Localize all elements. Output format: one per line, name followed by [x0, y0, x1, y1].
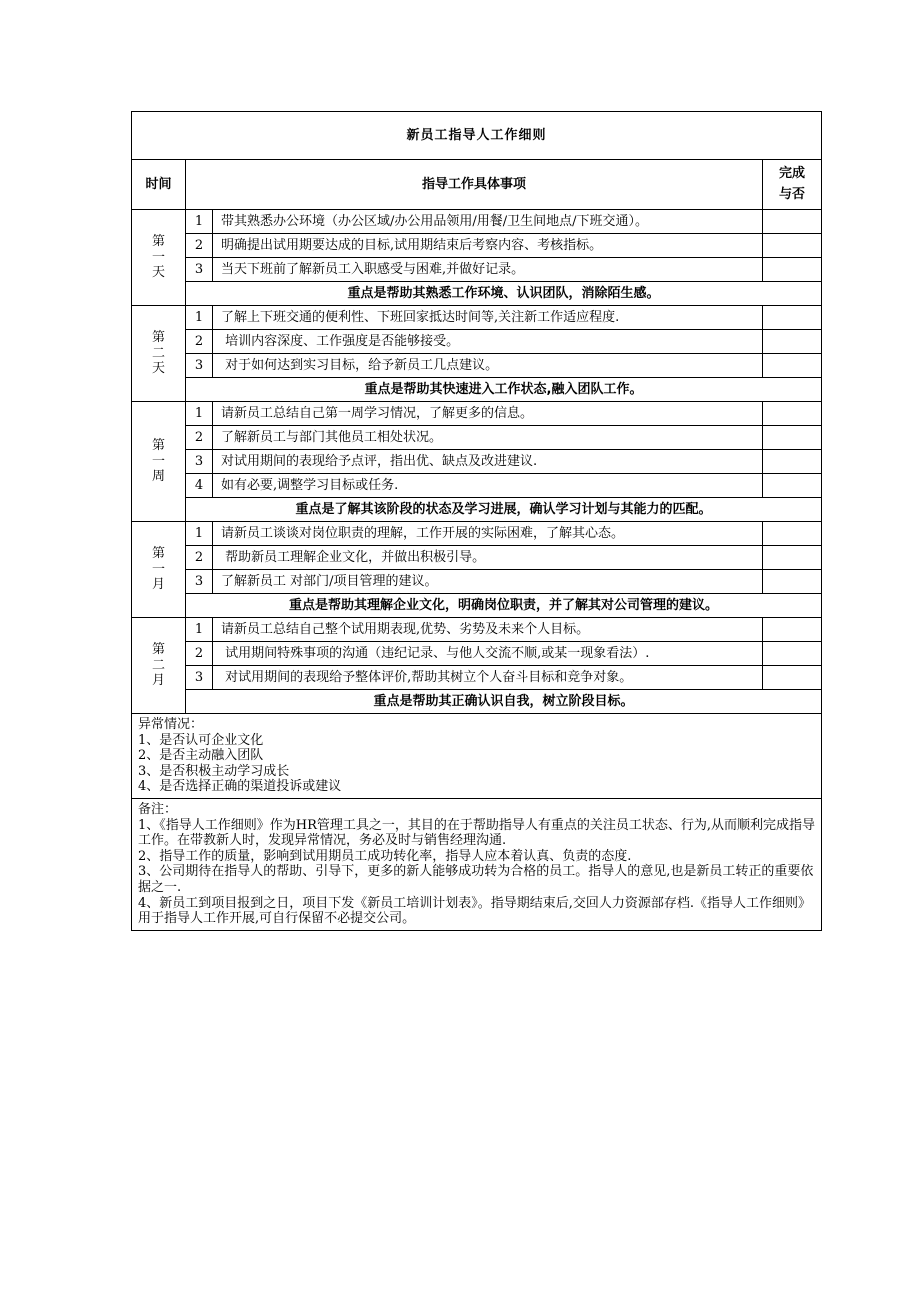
table-row	[132, 306, 822, 330]
abnormal-section	[132, 714, 822, 799]
item-number: 3	[186, 258, 213, 282]
remarks-section	[132, 798, 822, 930]
remarks-item: 2、指导工作的质量，影响到试用期员工成功转化率，指导人应本着认真、负责的态度.	[138, 848, 632, 864]
item-text: 了解新员工 对部门/项目管理的建议。	[213, 570, 763, 594]
completion-cell[interactable]	[763, 330, 822, 354]
table-row	[132, 450, 822, 474]
item-number: 3	[186, 450, 213, 474]
item-text: 培训内容深度、工作强度是否能够接受。	[213, 330, 763, 354]
header-items: 指导工作具体事项	[186, 160, 763, 210]
key-row	[132, 282, 822, 306]
item-text: 如有必要,调整学习目标或任务.	[213, 474, 763, 498]
table-row	[132, 258, 822, 282]
key-point: 重点是帮助其正确认识自我，树立阶段目标。	[186, 690, 822, 714]
item-text: 明确提出试用期要达成的目标,试用期结束后考察内容、考核指标。	[213, 234, 763, 258]
key-point: 重点是帮助其理解企业文化，明确岗位职责，并了解其对公司管理的建议。	[186, 594, 822, 618]
remarks-item: 1、《指导人工作细则》作为HR管理工具之一，其目的在于帮助指导人有重点的关注员工状态、行为,从而顺利完成指导工作。在带教新人时，发现异常情况，务必及时与销售经理沟通.	[138, 817, 816, 849]
completion-cell[interactable]	[763, 354, 822, 378]
completion-cell[interactable]	[763, 570, 822, 594]
completion-cell[interactable]	[763, 666, 822, 690]
page-title: 新员工指导人工作细则	[132, 112, 822, 160]
table-row	[132, 426, 822, 450]
table-row	[132, 642, 822, 666]
key-row	[132, 594, 822, 618]
item-number: 3	[186, 354, 213, 378]
item-number: 2	[186, 234, 213, 258]
header-done: 完成 与否	[763, 160, 822, 210]
abnormal-item: 4、是否选择正确的渠道投诉或建议	[138, 779, 342, 795]
item-number: 2	[186, 642, 213, 666]
item-text: 对试用期间的表现给予点评，指出优、缺点及改进建议.	[213, 450, 763, 474]
abnormal-label: 异常情况：	[138, 717, 204, 732]
period-label: 第 一 周	[132, 402, 186, 522]
key-row	[132, 690, 822, 714]
period-label: 第 一 月	[132, 522, 186, 618]
item-number: 2	[186, 426, 213, 450]
remarks-label: 备注：	[138, 801, 178, 817]
abnormal-item: 2、是否主动融入团队	[138, 748, 264, 764]
item-text: 当天下班前了解新员工入职感受与困难,并做好记录。	[213, 258, 763, 282]
item-number: 1	[186, 618, 213, 642]
completion-cell[interactable]	[763, 474, 822, 498]
table-row	[132, 666, 822, 690]
key-point: 重点是帮助其熟悉工作环境、认识团队，消除陌生感。	[186, 282, 822, 306]
period-label: 第 二 天	[132, 306, 186, 402]
item-text: 对试用期间的表现给予整体评价,帮助其树立个人奋斗目标和竞争对象。	[213, 666, 763, 690]
item-number: 3	[186, 570, 213, 594]
table-row	[132, 522, 822, 546]
period-label: 第 二 月	[132, 618, 186, 714]
remarks-item: 3、公司期待在指导人的帮助、引导下，更多的新人能够成功转为合格的员工。指导人的意见,也是新员工转正的重要依据之一.	[138, 864, 814, 895]
item-text: 试用期间特殊事项的沟通（违纪记录、与他人交流不顺,或某一现象看法）.	[213, 642, 763, 666]
item-text: 带其熟悉办公环境（办公区域/办公用品领用/用餐/卫生间地点/下班交通）。	[213, 210, 763, 234]
item-number: 1	[186, 402, 213, 426]
table-row	[132, 474, 822, 498]
item-number: 1	[186, 306, 213, 330]
item-text: 了解上下班交通的便利性、下班回家抵达时间等,关注新工作适应程度.	[213, 306, 763, 330]
item-number: 2	[186, 330, 213, 354]
completion-cell[interactable]	[763, 210, 822, 234]
completion-cell[interactable]	[763, 546, 822, 570]
item-number: 2	[186, 546, 213, 570]
completion-cell[interactable]	[763, 450, 822, 474]
item-text: 帮助新员工理解企业文化，并做出积极引导。	[213, 546, 763, 570]
table-row	[132, 546, 822, 570]
key-row	[132, 498, 822, 522]
table-row	[132, 234, 822, 258]
item-text: 请新员工总结自己第一周学习情况，了解更多的信息。	[213, 402, 763, 426]
key-point: 重点是帮助其快速进入工作状态,融入团队工作。	[186, 378, 822, 402]
item-text: 对于如何达到实习目标，给予新员工几点建议。	[213, 354, 763, 378]
table-row	[132, 570, 822, 594]
key-point: 重点是了解其该阶段的状态及学习进展，确认学习计划与其能力的匹配。	[186, 498, 822, 522]
period-label: 第 一 天	[132, 210, 186, 306]
table-row	[132, 402, 822, 426]
item-text: 请新员工谈谈对岗位职责的理解，工作开展的实际困难，了解其心态。	[213, 522, 763, 546]
completion-cell[interactable]	[763, 522, 822, 546]
completion-cell[interactable]	[763, 402, 822, 426]
abnormal-item: 3、是否积极主动学习成长	[138, 763, 290, 779]
abnormal-item: 1、是否认可企业文化	[138, 732, 264, 748]
remarks-item: 4、新员工到项目报到之日，项目下发《新员工培训计划表》。指导期结束后,交回人力资源部存档.《指导人工作细则》用于指导人工作开展,可自行保留不必提交公司。	[138, 895, 812, 927]
item-number: 1	[186, 522, 213, 546]
item-text: 了解新员工与部门其他员工相处状况。	[213, 426, 763, 450]
key-row	[132, 378, 822, 402]
completion-cell[interactable]	[763, 426, 822, 450]
table-row	[132, 354, 822, 378]
header-time: 时间	[132, 160, 186, 210]
completion-cell[interactable]	[763, 258, 822, 282]
completion-cell[interactable]	[763, 618, 822, 642]
item-number: 1	[186, 210, 213, 234]
item-text: 请新员工总结自己整个试用期表现,优势、劣势及未来个人目标。	[213, 618, 763, 642]
table-row	[132, 210, 822, 234]
table-row	[132, 618, 822, 642]
item-number: 3	[186, 666, 213, 690]
document	[131, 111, 821, 931]
completion-cell[interactable]	[763, 642, 822, 666]
guidance-table	[131, 111, 822, 931]
table-row	[132, 330, 822, 354]
item-number: 4	[186, 474, 213, 498]
completion-cell[interactable]	[763, 234, 822, 258]
completion-cell[interactable]	[763, 306, 822, 330]
